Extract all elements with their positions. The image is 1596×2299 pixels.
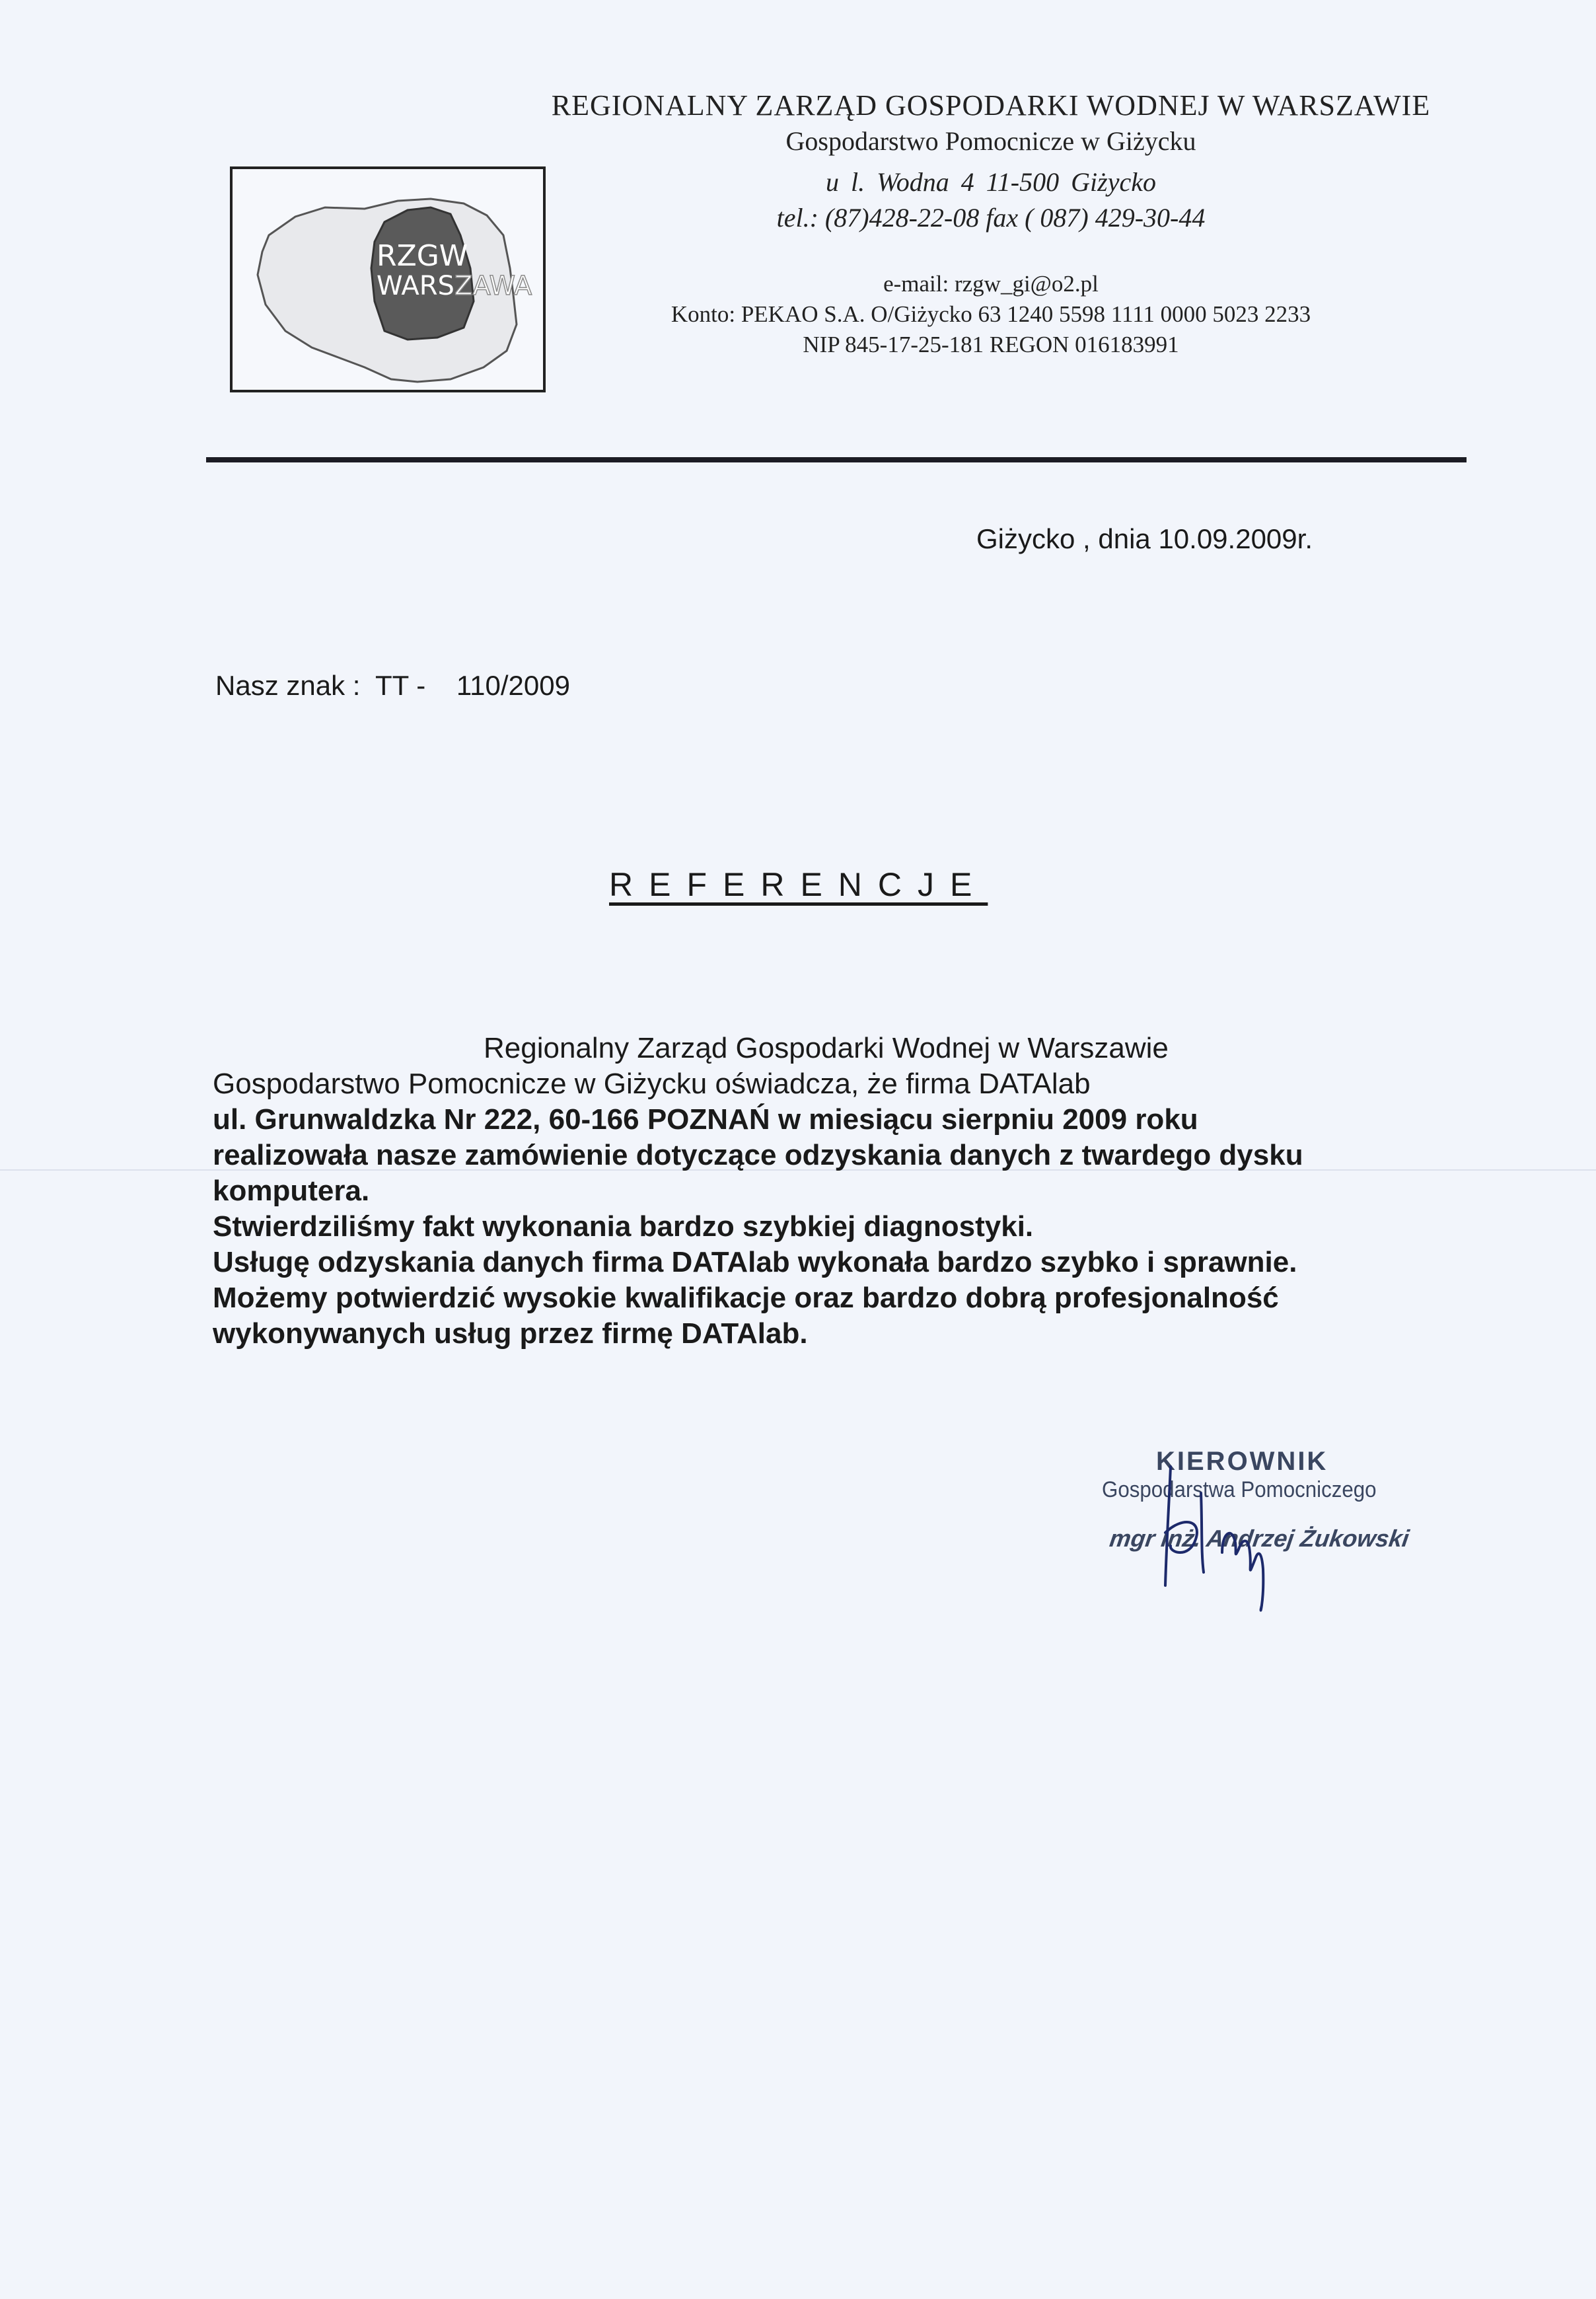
body-line: Możemy potwierdzić wysokie kwalifikacje oraz bardzo dobrą profesjonalność [213, 1282, 1279, 1314]
stamp-title: KIEROWNIK [1156, 1447, 1328, 1476]
logo-rzgw-text: RZGW [377, 239, 468, 273]
body-line: wykonywanych usług przez firmę DATAlab. [213, 1317, 808, 1350]
body-line: Gospodarstwo Pomocnicze w Giżycku oświadcza, że firma DATAlab [213, 1068, 1091, 1100]
stamp-subtitle: Gospodarstwa Pomocniczego [1102, 1477, 1377, 1502]
organization-phone: tel.: (87)428-22-08 fax ( 087) 429-30-44 [776, 203, 1206, 233]
body-line: Stwierdziliśmy fakt wykonania bardzo szybkiej diagnostyki. [213, 1210, 1034, 1243]
organization-email: e-mail: rzgw_gi@o2.pl [883, 271, 1099, 297]
reference-number: Nasz znak : TT - 110/2009 [215, 670, 570, 701]
body-line: realizowała nasze zamówienie dotyczące odzyskania danych z twardego dysku [213, 1139, 1303, 1171]
header-divider [206, 457, 1467, 462]
organization-subtitle: Gospodarstwo Pomocnicze w Giżycku [785, 126, 1196, 156]
body-line: komputera. [213, 1175, 370, 1207]
letter-body [213, 1031, 1468, 1352]
organization-bank-account: Konto: PEKAO S.A. O/Giżycko 63 1240 5598 1111 0000 5023 2233 [671, 301, 1311, 327]
organization-tax-ids: NIP 845-17-25-181 REGON 016183991 [803, 332, 1179, 357]
body-line: Usługę odzyskania danych firma DATAlab wykonała bardzo szybko i sprawnie. [213, 1246, 1297, 1278]
handwritten-signature [1123, 1453, 1348, 1625]
letter-date: Giżycko , dnia 10.09.2009r. [976, 523, 1313, 554]
document-heading: REFERENCJE [609, 866, 988, 903]
body-line: ul. Grunwaldzka Nr 222, 60-166 POZNAŃ w miesiącu sierpniu 2009 roku [213, 1103, 1198, 1136]
logo-wars-text: WARSZAWA [377, 271, 532, 301]
organization-name: REGIONALNY ZARZĄD GOSPODARKI WODNEJ W WARSZAWIE [551, 89, 1431, 122]
body-line: Regionalny Zarząd Gospodarki Wodnej w Warszawie [484, 1032, 1169, 1064]
stamp-name: mgr inż. Andrzej Żukowski [1108, 1525, 1411, 1552]
organization-address: u l. Wodna 4 11-500 Giżycko [826, 167, 1156, 197]
